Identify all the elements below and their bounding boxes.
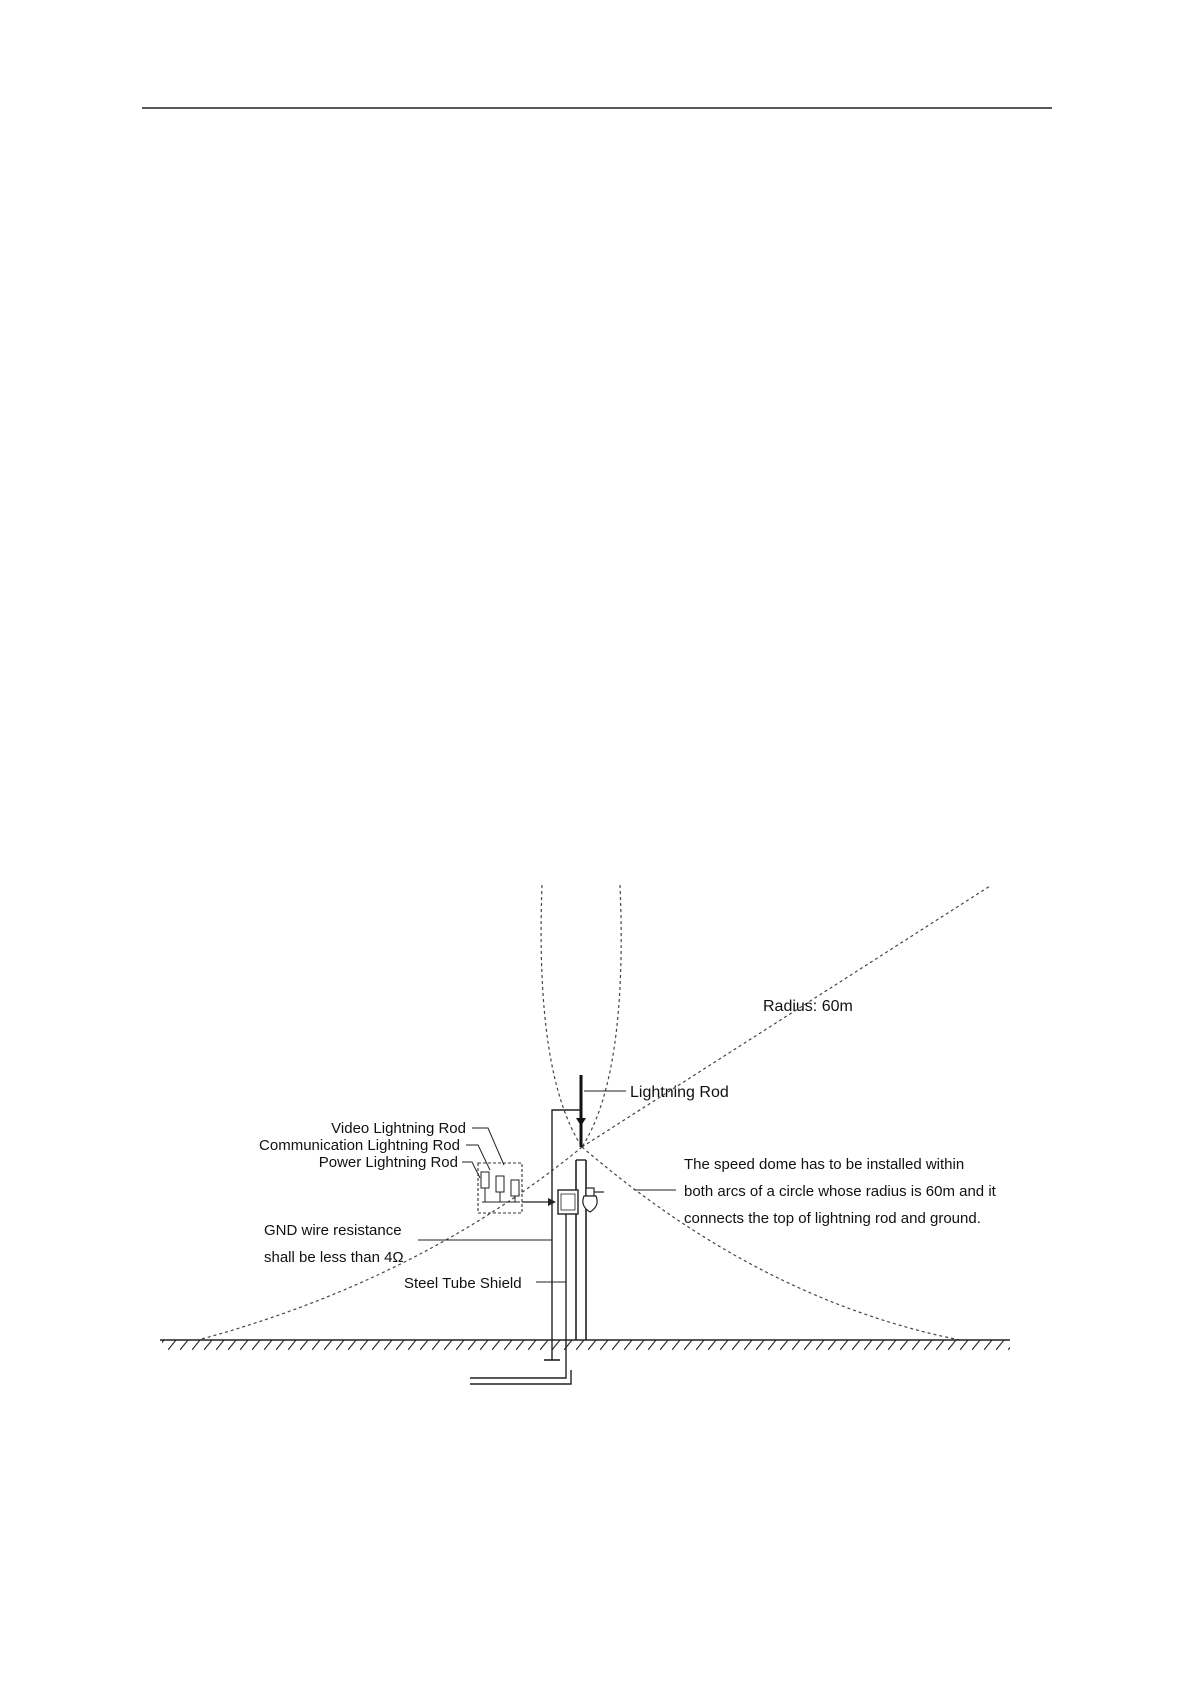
video-protector (481, 1172, 489, 1188)
power-rod-label: Power Lightning Rod (318, 1154, 458, 1171)
dome-mount (586, 1188, 594, 1196)
ground-hatching (162, 1340, 1010, 1350)
left-ground-arc (198, 1147, 582, 1340)
underground-cable-1 (470, 1370, 566, 1378)
left-protection-arc (541, 885, 582, 1147)
video-rod-label: Video Lightning Rod (331, 1120, 466, 1137)
speed-dome-camera-icon (583, 1196, 597, 1212)
video-rod-leader (472, 1128, 504, 1165)
radius-label: Radius: 60m (763, 998, 853, 1015)
steel-tube-label: Steel Tube Shield (404, 1275, 522, 1292)
power-rod-leader (462, 1162, 480, 1178)
gnd-label-line1: GND wire resistance (264, 1222, 402, 1239)
radius-line (582, 886, 990, 1147)
power-protector (511, 1180, 519, 1196)
note-line2: both arcs of a circle whose radius is 60m and it (684, 1183, 996, 1200)
lightning-rod-label: Lightning Rod (630, 1084, 729, 1101)
underground-cable-2 (470, 1370, 571, 1384)
right-ground-arc (582, 1147, 960, 1340)
comm-protector (496, 1176, 504, 1192)
gnd-label-line2: shall be less than 4Ω (264, 1249, 404, 1266)
note-line3: connects the top of lightning rod and ground. (684, 1210, 981, 1227)
right-protection-arc (582, 885, 621, 1147)
rod-tip (576, 1118, 586, 1126)
comm-rod-label: Communication Lightning Rod (259, 1137, 460, 1154)
comm-rod-leader (466, 1145, 490, 1170)
note-line1: The speed dome has to be installed within (684, 1156, 965, 1173)
